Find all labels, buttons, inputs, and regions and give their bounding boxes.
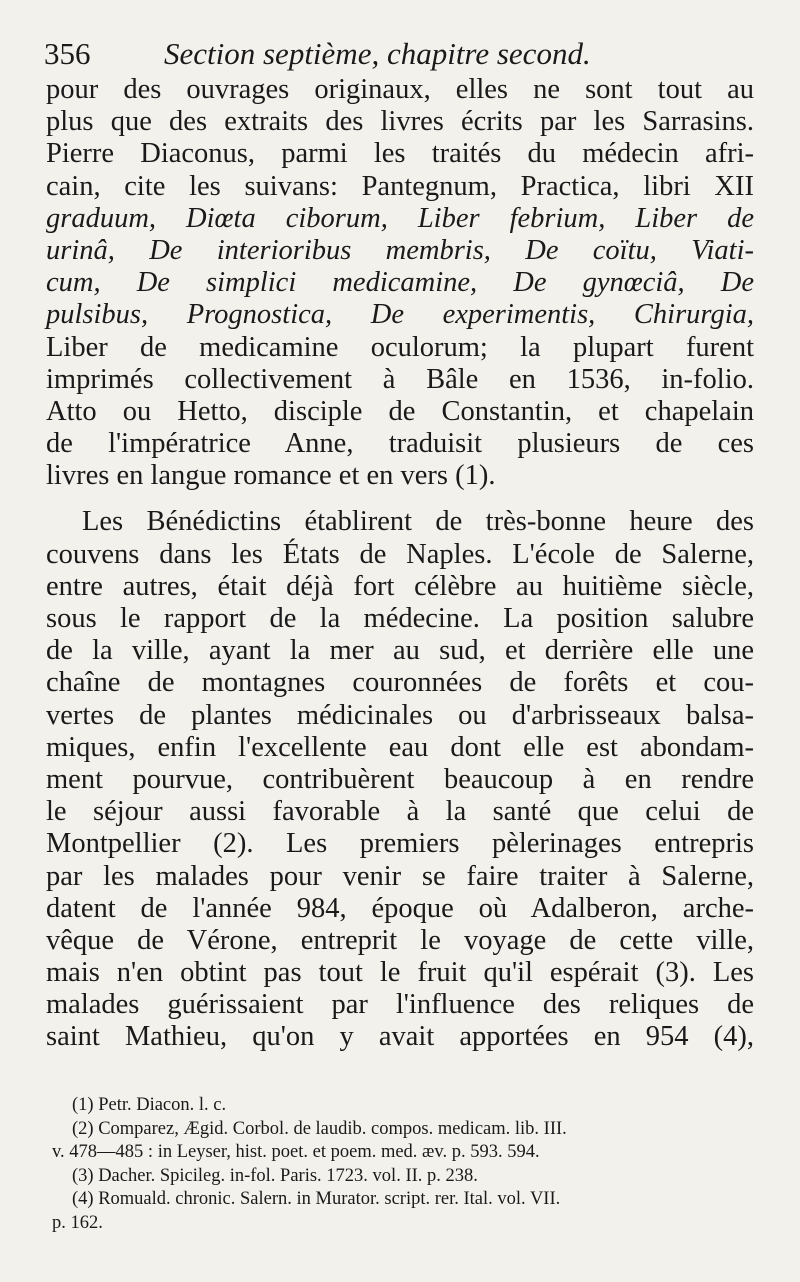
text-line: couvens dans les États de Naples. L'école de Salerne, <box>46 538 754 570</box>
text-line: vêque de Vérone, entreprit le voyage de cette ville, <box>46 924 754 956</box>
text-line: miques, enfin l'excellente eau dont elle est abondam- <box>46 731 754 763</box>
text-line: vertes de plantes médicinales ou d'arbrisseaux balsa- <box>46 699 754 731</box>
page-header <box>44 36 764 76</box>
text-line: chaîne de montagnes couronnées de forêts et cou- <box>46 667 754 699</box>
paragraph <box>46 74 754 492</box>
text-line: entre autres, était déjà fort célèbre au huitième siècle, <box>46 570 754 602</box>
footnote: (4) Romuald. chronic. Salern. in Murator. script. rer. Ital. vol. VII. <box>72 1189 561 1209</box>
text-line: de la ville, ayant la mer au sud, et derrière elle une <box>46 635 754 667</box>
main-text <box>46 74 754 1054</box>
page-number: 356 <box>44 36 91 71</box>
text-line: datent de l'année 984, époque où Adalberon, arche- <box>46 892 754 924</box>
text-line: Atto ou Hetto, disciple de Constantin, et chapelain <box>46 395 754 427</box>
text-line: mais n'en obtint pas tout le fruit qu'il espérait (3). Les <box>46 957 754 989</box>
paragraph <box>46 506 754 1053</box>
text-line: malades guérissaient par l'influence des reliques de <box>46 989 754 1021</box>
text-line: Liber de medicamine oculorum; la plupart furent <box>46 331 754 363</box>
footnote-continuation: v. 478—485 : in Leyser, hist. poet. et poem. med. æv. p. 593. 594. <box>52 1142 540 1162</box>
text-line: par les malades pour venir se faire traiter à Salerne, <box>46 860 754 892</box>
text-line: sous le rapport de la médecine. La position salubre <box>46 603 754 634</box>
text-line: Montpellier (2). Les premiers pèlerinages entrepris <box>46 828 754 860</box>
text-line: cain, cite les suivans: Pantegnum, Practica, libri XII <box>46 170 754 202</box>
footnotes <box>52 1094 752 1235</box>
footnote: (3) Dacher. Spicileg. in-fol. Paris. 1723. vol. II. p. 238. <box>72 1165 478 1186</box>
running-title: Section septième, chapitre second. <box>164 36 591 71</box>
text-line: cum, De simplici medicamine, De gynœciâ, De <box>46 267 754 299</box>
text-line: le séjour aussi favorable à la santé que celui de <box>46 796 754 828</box>
text-line: de l'impératrice Anne, traduisit plusieurs de ces <box>46 428 754 460</box>
text-line: graduum, Diœta ciborum, Liber febrium, Liber de <box>46 202 754 234</box>
text-line: Les Bénédictins établirent de très-bonne heure des <box>82 506 754 538</box>
text-line: plus que des extraits des livres écrits par les Sarrasins. <box>46 106 754 138</box>
text-line: urinâ, De interioribus membris, De coïtu, Viati- <box>46 234 754 266</box>
footnote: (1) Petr. Diacon. l. c. <box>72 1095 227 1115</box>
text-line: imprimés collectivement à Bâle en 1536, in-folio. <box>46 363 754 395</box>
text-line: ment pourvue, contribuèrent beaucoup à en rendre <box>46 763 754 795</box>
text-line: Pierre Diaconus, parmi les traités du médecin afri- <box>46 138 754 170</box>
text-line: livres en langue romance et en vers (1). <box>46 460 496 492</box>
footnote-continuation: p. 162. <box>52 1212 103 1233</box>
text-line: saint Mathieu, qu'on y avait apportées en 954 (4), <box>46 1021 754 1053</box>
footnote: (2) Comparez, Ægid. Corbol. de laudib. compos. medicam. lib. III. <box>72 1118 567 1139</box>
text-line: pour des ouvrages originaux, elles ne sont tout au <box>46 74 754 105</box>
text-line: pulsibus, Prognostica, De experimentis, Chirurgia, <box>46 299 754 331</box>
